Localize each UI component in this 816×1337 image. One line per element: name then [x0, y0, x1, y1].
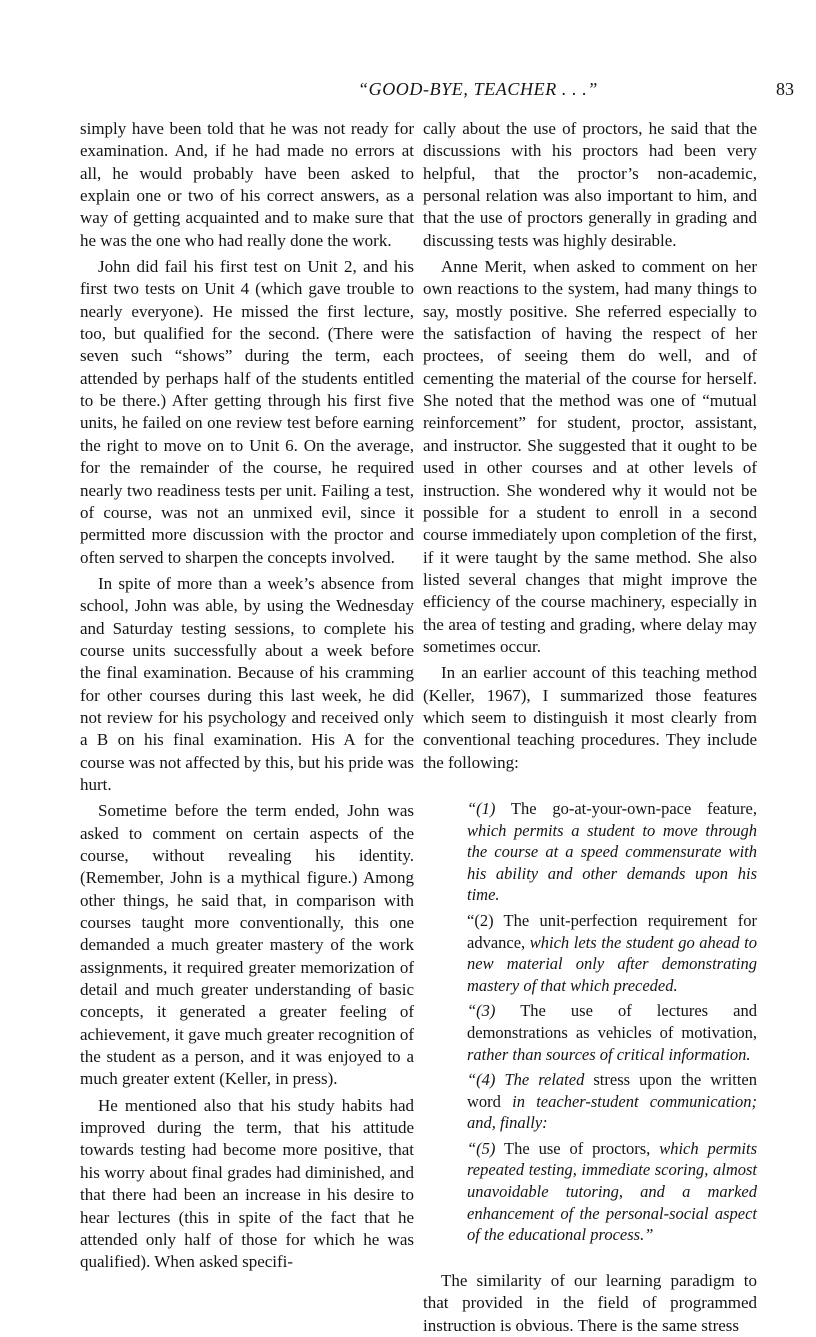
quote-text: stress upon the written word	[467, 1070, 757, 1111]
running-title: “GOOD-BYE, TEACHER . . .”	[358, 79, 599, 99]
quote-number: “(4)	[467, 1070, 496, 1090]
quote-item-4	[467, 1069, 757, 1134]
quote-number: “(5)	[467, 1138, 496, 1158]
page-header	[60, 79, 800, 103]
paragraph: cally about the use of proctors, he said that the discussions with his proctors had been very helpful, that the proctor’s non-academic, personal relation was also important to him, and that the use of proctors generally in grading and discussing tests was highly desirable.	[423, 119, 757, 250]
page-number: 83	[776, 79, 794, 99]
quote-text: The use of proctors,	[495, 1138, 660, 1158]
paragraph: John did fail his first test on Unit 2, and his first two tests on Unit 4 (which gave trouble to nearly everyone). He missed the first lecture, too, but qualified for the second. (There were seven such “shows” during the term, each attended by perhaps half of the students entitled to be there.) After getting through his first five units, he failed on one review test before earning the right to move on to Unit 6. On the average, for the remainder of the course, he required nearly two readiness tests per unit. Failing a test, of course, was not an unmixed evil, since it permitted more discussion with the proctor and often served to sharpen the concepts involved.	[80, 257, 414, 567]
block-quote	[467, 798, 757, 1246]
paragraph: simply have been told that he was not ready for examination. And, if he had made no errors at all, he would probably have been asked to explain one or two of his correct answers, as a way of getting acquainted and to make sure that he was the one who had really done the work.	[80, 119, 414, 250]
quote-item-1	[467, 798, 757, 906]
quote-emphasis: The related	[495, 1070, 585, 1090]
paragraph: In an earlier account of this teaching method (Keller, 1967), I summarized those features which seem to distinguish it most clearly from conventional teaching procedures. They include the following:	[423, 663, 757, 772]
paragraph: In spite of more than a week’s absence from school, John was able, by using the Wednesday and Saturday testing sessions, to complete his course units successfully about a week before the final examination. Because of his cramming for other courses during this last week, he did not review for his psychology and received only a B on his final examination. His A for the course was not affected by this, but his pride was hurt.	[80, 573, 414, 794]
paragraph: Sometime before the term ended, John was asked to comment on certain aspects of the course, without revealing his identity. (Remember, John is a mythical figure.) Among other things, he said that, in comparison with courses taught more conventionally, this one demanded a much greater mastery of the work assignments, it required greater memorization of detail and much greater understanding of basic concepts, it generated a greater feeling of achievement, it gave much greater recognition of the student as a person, and it was enjoyed to a much greater extent (Keller, in press).	[80, 801, 414, 1089]
quote-emphasis: which lets the student go ahead to new material only after demonstrating mastery of that which preceded.	[467, 932, 757, 995]
paragraph: Anne Merit, when asked to comment on her own reactions to the system, had many things to say, mostly positive. She referred especially to the satisfaction of having the respect of her proctees, of seeing them do well, and of cementing the material of the course for herself. She noted that the method was one of “mutual reinforcement” for student, proctor, assistant, and instructor. She suggested that it ought to be used in other courses and at other levels of instruction. She wondered why it would not be possible for a student to enroll in a second course immediately upon completion of the first, if it were taught by the same method. She also listed several changes that might improve the efficiency of the course machinery, especially in the area of testing and grading, where delay may sometimes occur.	[423, 257, 757, 656]
quote-number: “(1)	[467, 798, 496, 818]
quote-number: “(3)	[467, 1001, 496, 1021]
left-column	[80, 118, 414, 1274]
paragraph: The similarity of our learning paradigm to that provided in the field of programmed instruction is obvious. There is the same stress	[423, 1270, 757, 1335]
quote-emphasis: in teacher-student communication; and, finally:	[467, 1091, 757, 1133]
quote-emphasis: which permits repeated testing, immediate scoring, almost unavoidable tutoring, and a marked enhancement of the personal-social aspect of the educational process.”	[467, 1138, 757, 1245]
quote-text: The go-at-your-own-pace feature,	[495, 798, 757, 818]
quote-item-2	[467, 910, 757, 996]
quote-emphasis: which permits a student to move through the course at a speed commensurate with his ability and other demands upon his time.	[467, 820, 757, 905]
quote-text: The use of lectures and demonstrations as vehicles of motivation,	[467, 1001, 757, 1042]
right-column	[423, 118, 757, 1337]
quote-item-3	[467, 1000, 757, 1065]
quote-text: “(2) The unit-perfection requirement for advance,	[467, 910, 757, 952]
paragraph: He mentioned also that his study habits had improved during the term, that his attitude towards testing had become more positive, that his worry about final grades had diminished, and that there had been an increase in his desire to hear lectures (this in spite of the fact that he attended only half of those for which he was qualified). When asked specifi-	[80, 1095, 414, 1272]
quote-emphasis: rather than sources of critical information.	[467, 1044, 751, 1064]
quote-item-5	[467, 1138, 757, 1246]
